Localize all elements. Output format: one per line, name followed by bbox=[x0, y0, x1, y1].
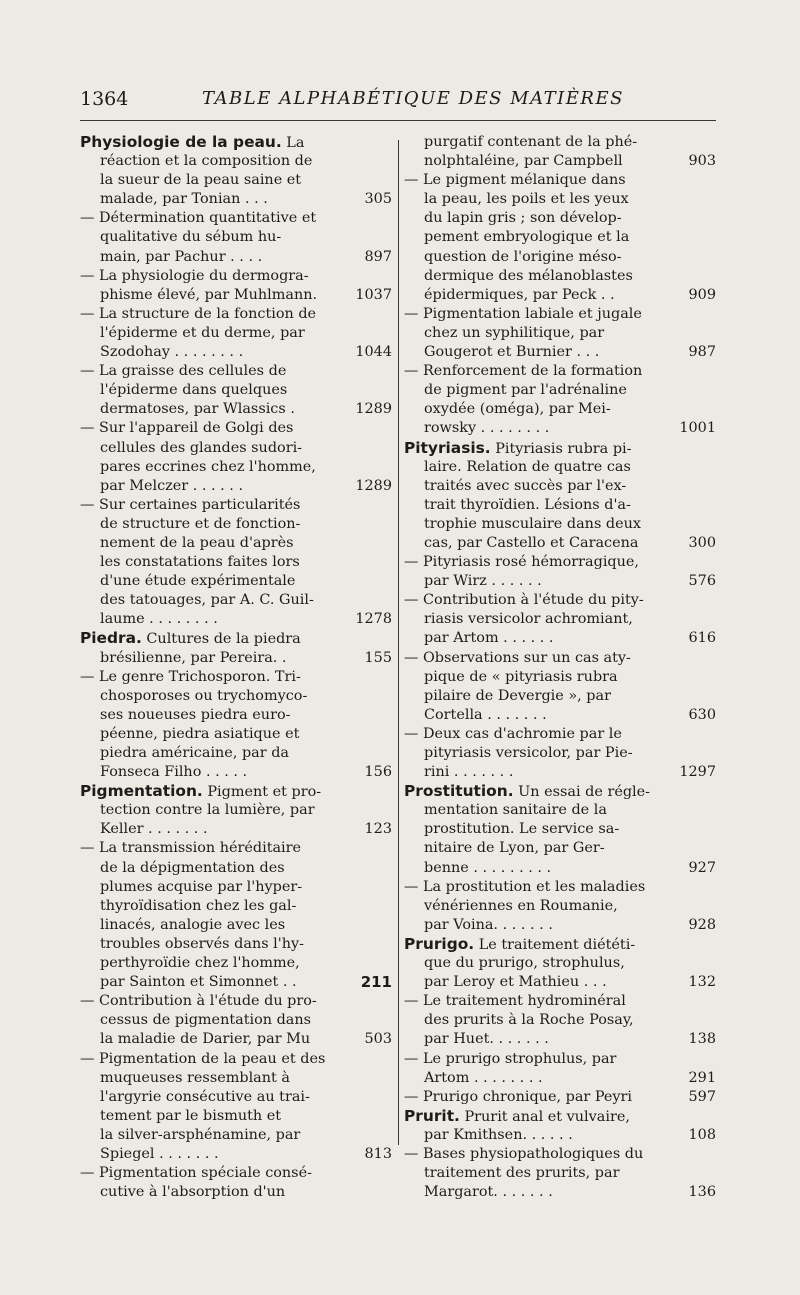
index-entry-line bbox=[404, 591, 716, 610]
index-entry-line bbox=[404, 878, 716, 897]
entry-text: du lapin gris ; son dévelop- bbox=[424, 210, 622, 227]
index-entry-line bbox=[404, 668, 716, 687]
page-reference: 897 bbox=[364, 248, 392, 265]
index-entry-line bbox=[404, 152, 716, 171]
page-reference: 1289 bbox=[355, 477, 392, 494]
index-entry-line bbox=[80, 572, 392, 591]
entry-text: Szodohay . . . . . . . . bbox=[100, 344, 244, 361]
entry-text: — Le genre Trichosporon. Tri- bbox=[80, 668, 301, 685]
page-reference: 211 bbox=[360, 973, 392, 992]
index-entry-line bbox=[80, 439, 392, 458]
index-entry-line bbox=[80, 228, 392, 247]
entry-text: Cultures de la piedra bbox=[141, 631, 301, 648]
entry-text: pares eccrines chez l'homme, bbox=[100, 458, 316, 475]
entry-text: traités avec succès par l'ex- bbox=[424, 477, 627, 494]
index-entry-line bbox=[404, 458, 716, 477]
page-reference: 928 bbox=[688, 916, 716, 933]
page-reference: 903 bbox=[688, 153, 716, 170]
index-entry-heading bbox=[404, 935, 716, 954]
entry-text: Prurit anal et vulvaire, bbox=[459, 1108, 630, 1125]
entry-text: cas, par Castello et Caracena bbox=[424, 534, 639, 551]
entry-text: main, par Pachur . . . . bbox=[100, 248, 263, 265]
entry-text: — Le pigment mélanique dans bbox=[404, 172, 626, 189]
entry-text: de la dépigmentation des bbox=[100, 859, 285, 876]
entry-text: chosporoses ou trychomyco- bbox=[100, 687, 308, 704]
index-entry-line bbox=[80, 381, 392, 400]
index-entry-line bbox=[80, 992, 392, 1011]
entry-text: qualitative du sébum hu- bbox=[100, 229, 282, 246]
entry-text: cellules des glandes sudori- bbox=[100, 439, 303, 456]
index-entry-line bbox=[80, 878, 392, 897]
index-entry-line bbox=[404, 973, 716, 992]
index-entry-line bbox=[404, 1088, 716, 1107]
index-entry-line bbox=[404, 763, 716, 782]
entry-text: pique de « pityriasis rubra bbox=[424, 668, 618, 685]
entry-text: — Prurigo chronique, par Peyri bbox=[404, 1088, 633, 1105]
entry-text: la maladie de Darier, par Mu bbox=[100, 1031, 311, 1048]
index-entry-line bbox=[80, 1088, 392, 1107]
index-entry-line bbox=[80, 343, 392, 362]
index-entry-line bbox=[80, 839, 392, 858]
index-entry-line bbox=[404, 954, 716, 973]
index-entry-line bbox=[404, 572, 716, 591]
entry-text: par Kmithsen. . . . . . bbox=[424, 1126, 573, 1143]
index-entry-line bbox=[80, 248, 392, 267]
entry-keyword: Pigmentation. bbox=[80, 782, 203, 801]
page-reference: 305 bbox=[364, 191, 392, 208]
entry-text: vénériennes en Roumanie, bbox=[424, 897, 618, 914]
page-reference: 909 bbox=[688, 286, 716, 303]
entry-text: question de l'origine méso- bbox=[424, 248, 622, 265]
entry-keyword: Piedra. bbox=[80, 629, 142, 648]
entry-text: perthyroïdie chez l'homme, bbox=[100, 955, 300, 972]
entry-text: des prurits à la Roche Posay, bbox=[424, 1012, 634, 1029]
entry-text: — Sur l'appareil de Golgi des bbox=[80, 420, 294, 437]
index-entry-line bbox=[80, 286, 392, 305]
page-reference: 1297 bbox=[679, 764, 716, 781]
index-entry-line bbox=[80, 763, 392, 782]
entry-text: troubles observés dans l'hy- bbox=[100, 935, 304, 952]
index-entry-line bbox=[404, 1183, 716, 1202]
page-reference: 291 bbox=[688, 1069, 716, 1086]
index-entry-line bbox=[80, 1164, 392, 1183]
page-header bbox=[72, 88, 722, 116]
index-entry-line bbox=[404, 228, 716, 247]
index-entry-line bbox=[404, 1145, 716, 1164]
index-entry-line bbox=[404, 362, 716, 381]
right-column bbox=[404, 133, 716, 1202]
index-entry-line bbox=[404, 248, 716, 267]
index-entry-line bbox=[80, 209, 392, 228]
page-reference: 155 bbox=[364, 649, 392, 666]
entry-text: — Pigmentation spéciale consé- bbox=[80, 1165, 312, 1182]
entry-text: — La structure de la fonction de bbox=[80, 305, 317, 322]
index-entry-line bbox=[404, 286, 716, 305]
index-entry-line bbox=[404, 419, 716, 438]
index-entry-line bbox=[80, 305, 392, 324]
entry-text: — Détermination quantitative et bbox=[80, 210, 317, 227]
entry-text: benne . . . . . . . . . bbox=[424, 859, 552, 876]
entry-text: — Bases physiopathologiques du bbox=[404, 1145, 644, 1162]
entry-text: dermique des mélanoblastes bbox=[424, 267, 633, 284]
index-entry-heading bbox=[80, 133, 392, 152]
entry-text: pement embryologique et la bbox=[424, 229, 630, 246]
index-entry-line bbox=[80, 324, 392, 343]
index-entry-line bbox=[80, 610, 392, 629]
index-entry-line bbox=[404, 381, 716, 400]
entry-text: Cortella . . . . . . . bbox=[424, 706, 547, 723]
entry-text: péenne, piedra asiatique et bbox=[100, 725, 300, 742]
entry-text: chez un syphilitique, par bbox=[424, 324, 605, 341]
entry-text: — La graisse des cellules de bbox=[80, 363, 287, 380]
header-rule bbox=[80, 120, 716, 121]
index-entry-line bbox=[404, 629, 716, 648]
entry-text: dermatoses, par Wlassics . bbox=[100, 401, 295, 418]
page-reference: 1044 bbox=[355, 344, 392, 361]
index-entry-line bbox=[80, 649, 392, 668]
page-reference: 156 bbox=[364, 764, 392, 781]
index-entry-line bbox=[404, 916, 716, 935]
index-entry-line bbox=[80, 916, 392, 935]
page-reference: 503 bbox=[364, 1031, 392, 1048]
index-entry-line bbox=[404, 992, 716, 1011]
page-reference: 108 bbox=[688, 1126, 716, 1143]
entry-text: plumes acquise par l'hyper- bbox=[100, 878, 303, 895]
index-entry-line bbox=[80, 1030, 392, 1049]
entry-text: épidermiques, par Peck . . bbox=[424, 286, 615, 303]
index-entry-line bbox=[404, 343, 716, 362]
index-entry-line bbox=[80, 534, 392, 553]
entry-text: — Contribution à l'étude du pro- bbox=[80, 993, 317, 1010]
index-entry-line bbox=[80, 1011, 392, 1030]
index-entry-line bbox=[80, 591, 392, 610]
index-entry-heading bbox=[80, 629, 392, 648]
index-entry-line bbox=[404, 1069, 716, 1088]
entry-text: d'une étude expérimentale bbox=[100, 573, 296, 590]
entry-text: nitaire de Lyon, par Ger- bbox=[424, 840, 605, 857]
entry-text: — Contribution à l'étude du pity- bbox=[404, 592, 644, 609]
entry-text: La bbox=[281, 135, 305, 151]
entry-text: par Huet. . . . . . . bbox=[424, 1031, 549, 1048]
index-entry-line bbox=[80, 515, 392, 534]
entry-text: piedra américaine, par da bbox=[100, 745, 290, 761]
index-entry-line bbox=[404, 324, 716, 343]
entry-text: Margarot. . . . . . . bbox=[424, 1184, 553, 1201]
entry-text: tection contre la lumière, par bbox=[100, 802, 315, 819]
index-entry-line bbox=[404, 553, 716, 572]
entry-text: brésilienne, par Pereira. . bbox=[100, 649, 287, 666]
page-reference: 136 bbox=[688, 1184, 716, 1201]
index-entry-line bbox=[80, 935, 392, 954]
entry-text: nement de la peau d'après bbox=[100, 534, 294, 551]
index-entry-line bbox=[80, 744, 392, 763]
index-entry-line bbox=[80, 171, 392, 190]
entry-text: par Sainton et Simonnet . . bbox=[100, 974, 297, 991]
entry-text: — Observations sur un cas aty- bbox=[404, 649, 631, 666]
index-entry-line bbox=[404, 897, 716, 916]
index-entry-line bbox=[80, 859, 392, 878]
page-reference: 300 bbox=[688, 534, 716, 551]
index-entry-line bbox=[404, 687, 716, 706]
entry-text: pityriasis versicolor, par Pie- bbox=[424, 745, 633, 761]
index-entry-line bbox=[404, 534, 716, 553]
page-reference: 576 bbox=[688, 573, 716, 590]
index-entry-heading bbox=[404, 439, 716, 458]
entry-text: phisme élevé, par Muhlmann. bbox=[100, 286, 318, 303]
index-entry-line bbox=[404, 496, 716, 515]
entry-keyword: Prostitution. bbox=[404, 782, 514, 801]
entry-text: tement par le bismuth et bbox=[100, 1107, 282, 1124]
index-entry-line bbox=[404, 267, 716, 286]
entry-text: rini . . . . . . . bbox=[424, 764, 514, 781]
entry-text: des tatouages, par A. C. Guil- bbox=[100, 592, 314, 609]
index-entry-line bbox=[404, 133, 716, 152]
index-entry-line bbox=[80, 801, 392, 820]
index-entry-line bbox=[80, 820, 392, 839]
index-entry-line bbox=[404, 400, 716, 419]
index-entry-line bbox=[80, 1183, 392, 1202]
page-reference: 616 bbox=[688, 630, 716, 647]
page-reference: 1001 bbox=[679, 420, 716, 437]
entry-text: muqueuses ressemblant à bbox=[100, 1069, 290, 1086]
entry-text: — Le traitement hydrominéral bbox=[404, 993, 626, 1010]
page-reference: 123 bbox=[364, 821, 392, 838]
entry-text: malade, par Tonian . . . bbox=[100, 191, 268, 208]
entry-text: pilaire de Devergie », par bbox=[424, 687, 611, 704]
index-entry-line bbox=[80, 1069, 392, 1088]
entry-text: nolphtaléine, par Campbell bbox=[424, 153, 623, 170]
index-entry-line bbox=[80, 725, 392, 744]
index-entry-line bbox=[80, 1050, 392, 1069]
index-entry-line bbox=[80, 362, 392, 381]
entry-text: — Pityriasis rosé hémorragique, bbox=[404, 554, 640, 571]
entry-text: — Pigmentation labiale et jugale bbox=[404, 305, 642, 322]
index-entry-line bbox=[80, 954, 392, 973]
entry-text: par Wirz . . . . . . bbox=[424, 573, 542, 590]
index-entry-line bbox=[404, 839, 716, 858]
entry-text: prostitution. Le service sa- bbox=[424, 821, 620, 838]
index-entry-line bbox=[404, 1164, 716, 1183]
page-reference: 1289 bbox=[355, 401, 392, 418]
entry-text: — Sur certaines particularités bbox=[80, 496, 301, 513]
entry-text: par Voina. . . . . . . bbox=[424, 916, 553, 933]
entry-keyword: Prurigo. bbox=[404, 934, 475, 953]
index-entry-line bbox=[80, 496, 392, 515]
entry-text: mentation sanitaire de la bbox=[424, 802, 607, 819]
entry-text: l'épiderme dans quelques bbox=[100, 382, 288, 399]
entry-text: traitement des prurits, par bbox=[424, 1165, 620, 1182]
index-entry-line bbox=[404, 744, 716, 763]
entry-text: l'argyrie consécutive au trai- bbox=[100, 1088, 310, 1105]
index-entry-line bbox=[404, 190, 716, 209]
index-entry-line bbox=[404, 1011, 716, 1030]
index-entry-line bbox=[80, 1145, 392, 1164]
page-reference: 138 bbox=[688, 1031, 716, 1048]
index-entry-line bbox=[80, 477, 392, 496]
index-entry-line bbox=[80, 668, 392, 687]
entry-text: — Pigmentation de la peau et des bbox=[80, 1050, 326, 1067]
index-entry-line bbox=[404, 171, 716, 190]
entry-text: — Renforcement de la formation bbox=[404, 363, 643, 380]
running-title: TABLE ALPHABÉTIQUE DES MATIÈRES bbox=[202, 88, 624, 109]
entry-text: l'épiderme et du derme, par bbox=[100, 324, 305, 341]
page-reference: 132 bbox=[688, 974, 716, 991]
entry-text: ses noueuses piedra euro- bbox=[100, 706, 291, 723]
index-entry-line bbox=[80, 419, 392, 438]
index-entry-line bbox=[404, 1126, 716, 1145]
index-entry-line bbox=[404, 305, 716, 324]
page-reference: 813 bbox=[364, 1145, 392, 1162]
entry-text: de structure et de fonction- bbox=[100, 515, 301, 532]
entry-text: — Deux cas d'achromie par le bbox=[404, 725, 622, 742]
index-entry-line bbox=[80, 706, 392, 725]
index-entry-line bbox=[404, 515, 716, 534]
index-entry-line bbox=[404, 859, 716, 878]
index-entry-line bbox=[404, 1030, 716, 1049]
entry-text: réaction et la composition de bbox=[100, 153, 313, 170]
entry-text: Pigment et pro- bbox=[202, 784, 322, 801]
entry-text: cutive à l'absorption d'un bbox=[100, 1184, 286, 1201]
entry-keyword: Prurit. bbox=[404, 1106, 460, 1125]
page-reference: 630 bbox=[688, 706, 716, 723]
page-reference: 597 bbox=[688, 1088, 716, 1105]
index-entry-line bbox=[80, 973, 392, 992]
entry-text: laire. Relation de quatre cas bbox=[424, 458, 631, 475]
index-entry-line bbox=[80, 190, 392, 209]
entry-text: que du prurigo, strophulus, bbox=[424, 955, 625, 972]
entry-text: la silver-arsphénamine, par bbox=[100, 1126, 301, 1143]
left-column bbox=[80, 133, 392, 1202]
index-entry-line bbox=[404, 801, 716, 820]
index-entry-line bbox=[404, 477, 716, 496]
page-number: 1364 bbox=[80, 88, 129, 110]
index-entry-line bbox=[404, 1050, 716, 1069]
entry-text: rowsky . . . . . . . . bbox=[424, 420, 550, 437]
page-reference: 987 bbox=[688, 344, 716, 361]
entry-text: — La prostitution et les maladies bbox=[404, 878, 646, 895]
entry-text: par Artom . . . . . . bbox=[424, 630, 554, 647]
entry-keyword: Physiologie de la peau. bbox=[80, 133, 282, 151]
index-entry-line bbox=[404, 706, 716, 725]
entry-text: — Le prurigo strophulus, par bbox=[404, 1050, 617, 1067]
entry-text: par Leroy et Mathieu . . . bbox=[424, 974, 607, 991]
entry-text: Fonseca Filho . . . . . bbox=[100, 764, 248, 781]
entry-text: Spiegel . . . . . . . bbox=[100, 1145, 219, 1162]
entry-text: de pigment par l'adrénaline bbox=[424, 382, 627, 399]
index-entry-line bbox=[80, 1126, 392, 1145]
entry-text: les constatations faites lors bbox=[100, 554, 300, 571]
entry-text: par Melczer . . . . . . bbox=[100, 477, 244, 494]
column-divider bbox=[398, 140, 399, 1145]
index-entry-heading bbox=[80, 782, 392, 801]
entry-text: Artom . . . . . . . . bbox=[424, 1069, 543, 1086]
page-reference: 1037 bbox=[355, 286, 392, 303]
entry-text: linacés, analogie avec les bbox=[100, 916, 286, 933]
page-reference: 927 bbox=[688, 859, 716, 876]
index-entry-line bbox=[80, 267, 392, 286]
entry-text: laume . . . . . . . . bbox=[100, 611, 218, 628]
index-entry-line bbox=[80, 152, 392, 171]
index-entry-line bbox=[80, 400, 392, 419]
entry-text: Keller . . . . . . . bbox=[100, 821, 208, 838]
entry-keyword: Pityriasis. bbox=[404, 438, 491, 457]
entry-text: purgatif contenant de la phé- bbox=[424, 134, 638, 150]
index-entry-line bbox=[404, 610, 716, 629]
index-entry-line bbox=[80, 897, 392, 916]
entry-text: trait thyroïdien. Lésions d'a- bbox=[424, 496, 631, 513]
index-entry-line bbox=[80, 458, 392, 477]
entry-text: la peau, les poils et les yeux bbox=[424, 191, 629, 208]
index-entry-line bbox=[80, 687, 392, 706]
entry-text: cessus de pigmentation dans bbox=[100, 1012, 312, 1029]
index-entry-heading bbox=[404, 1107, 716, 1126]
entry-text: Gougerot et Burnier . . . bbox=[424, 344, 600, 361]
index-entry-line bbox=[80, 553, 392, 572]
entry-text: riasis versicolor achromiant, bbox=[424, 611, 633, 628]
index-entry-line bbox=[404, 820, 716, 839]
entry-text: Pityriasis rubra pi- bbox=[490, 440, 632, 457]
entry-text: la sueur de la peau saine et bbox=[100, 172, 302, 189]
index-entry-line bbox=[404, 649, 716, 668]
entry-text: thyroïdisation chez les gal- bbox=[100, 897, 297, 914]
entry-text: — La transmission héréditaire bbox=[80, 840, 302, 857]
page-reference: 1278 bbox=[355, 611, 392, 628]
entry-text: Un essai de régle- bbox=[513, 784, 651, 801]
index-entry-heading bbox=[404, 782, 716, 801]
entry-text: Le traitement diététi- bbox=[474, 936, 636, 953]
index-entry-line bbox=[404, 725, 716, 744]
entry-text: oxydée (oméga), par Mei- bbox=[424, 401, 611, 418]
entry-text: trophie musculaire dans deux bbox=[424, 515, 642, 532]
entry-text: — La physiologie du dermogra- bbox=[80, 267, 309, 284]
index-entry-line bbox=[80, 1107, 392, 1126]
index-entry-line bbox=[404, 209, 716, 228]
